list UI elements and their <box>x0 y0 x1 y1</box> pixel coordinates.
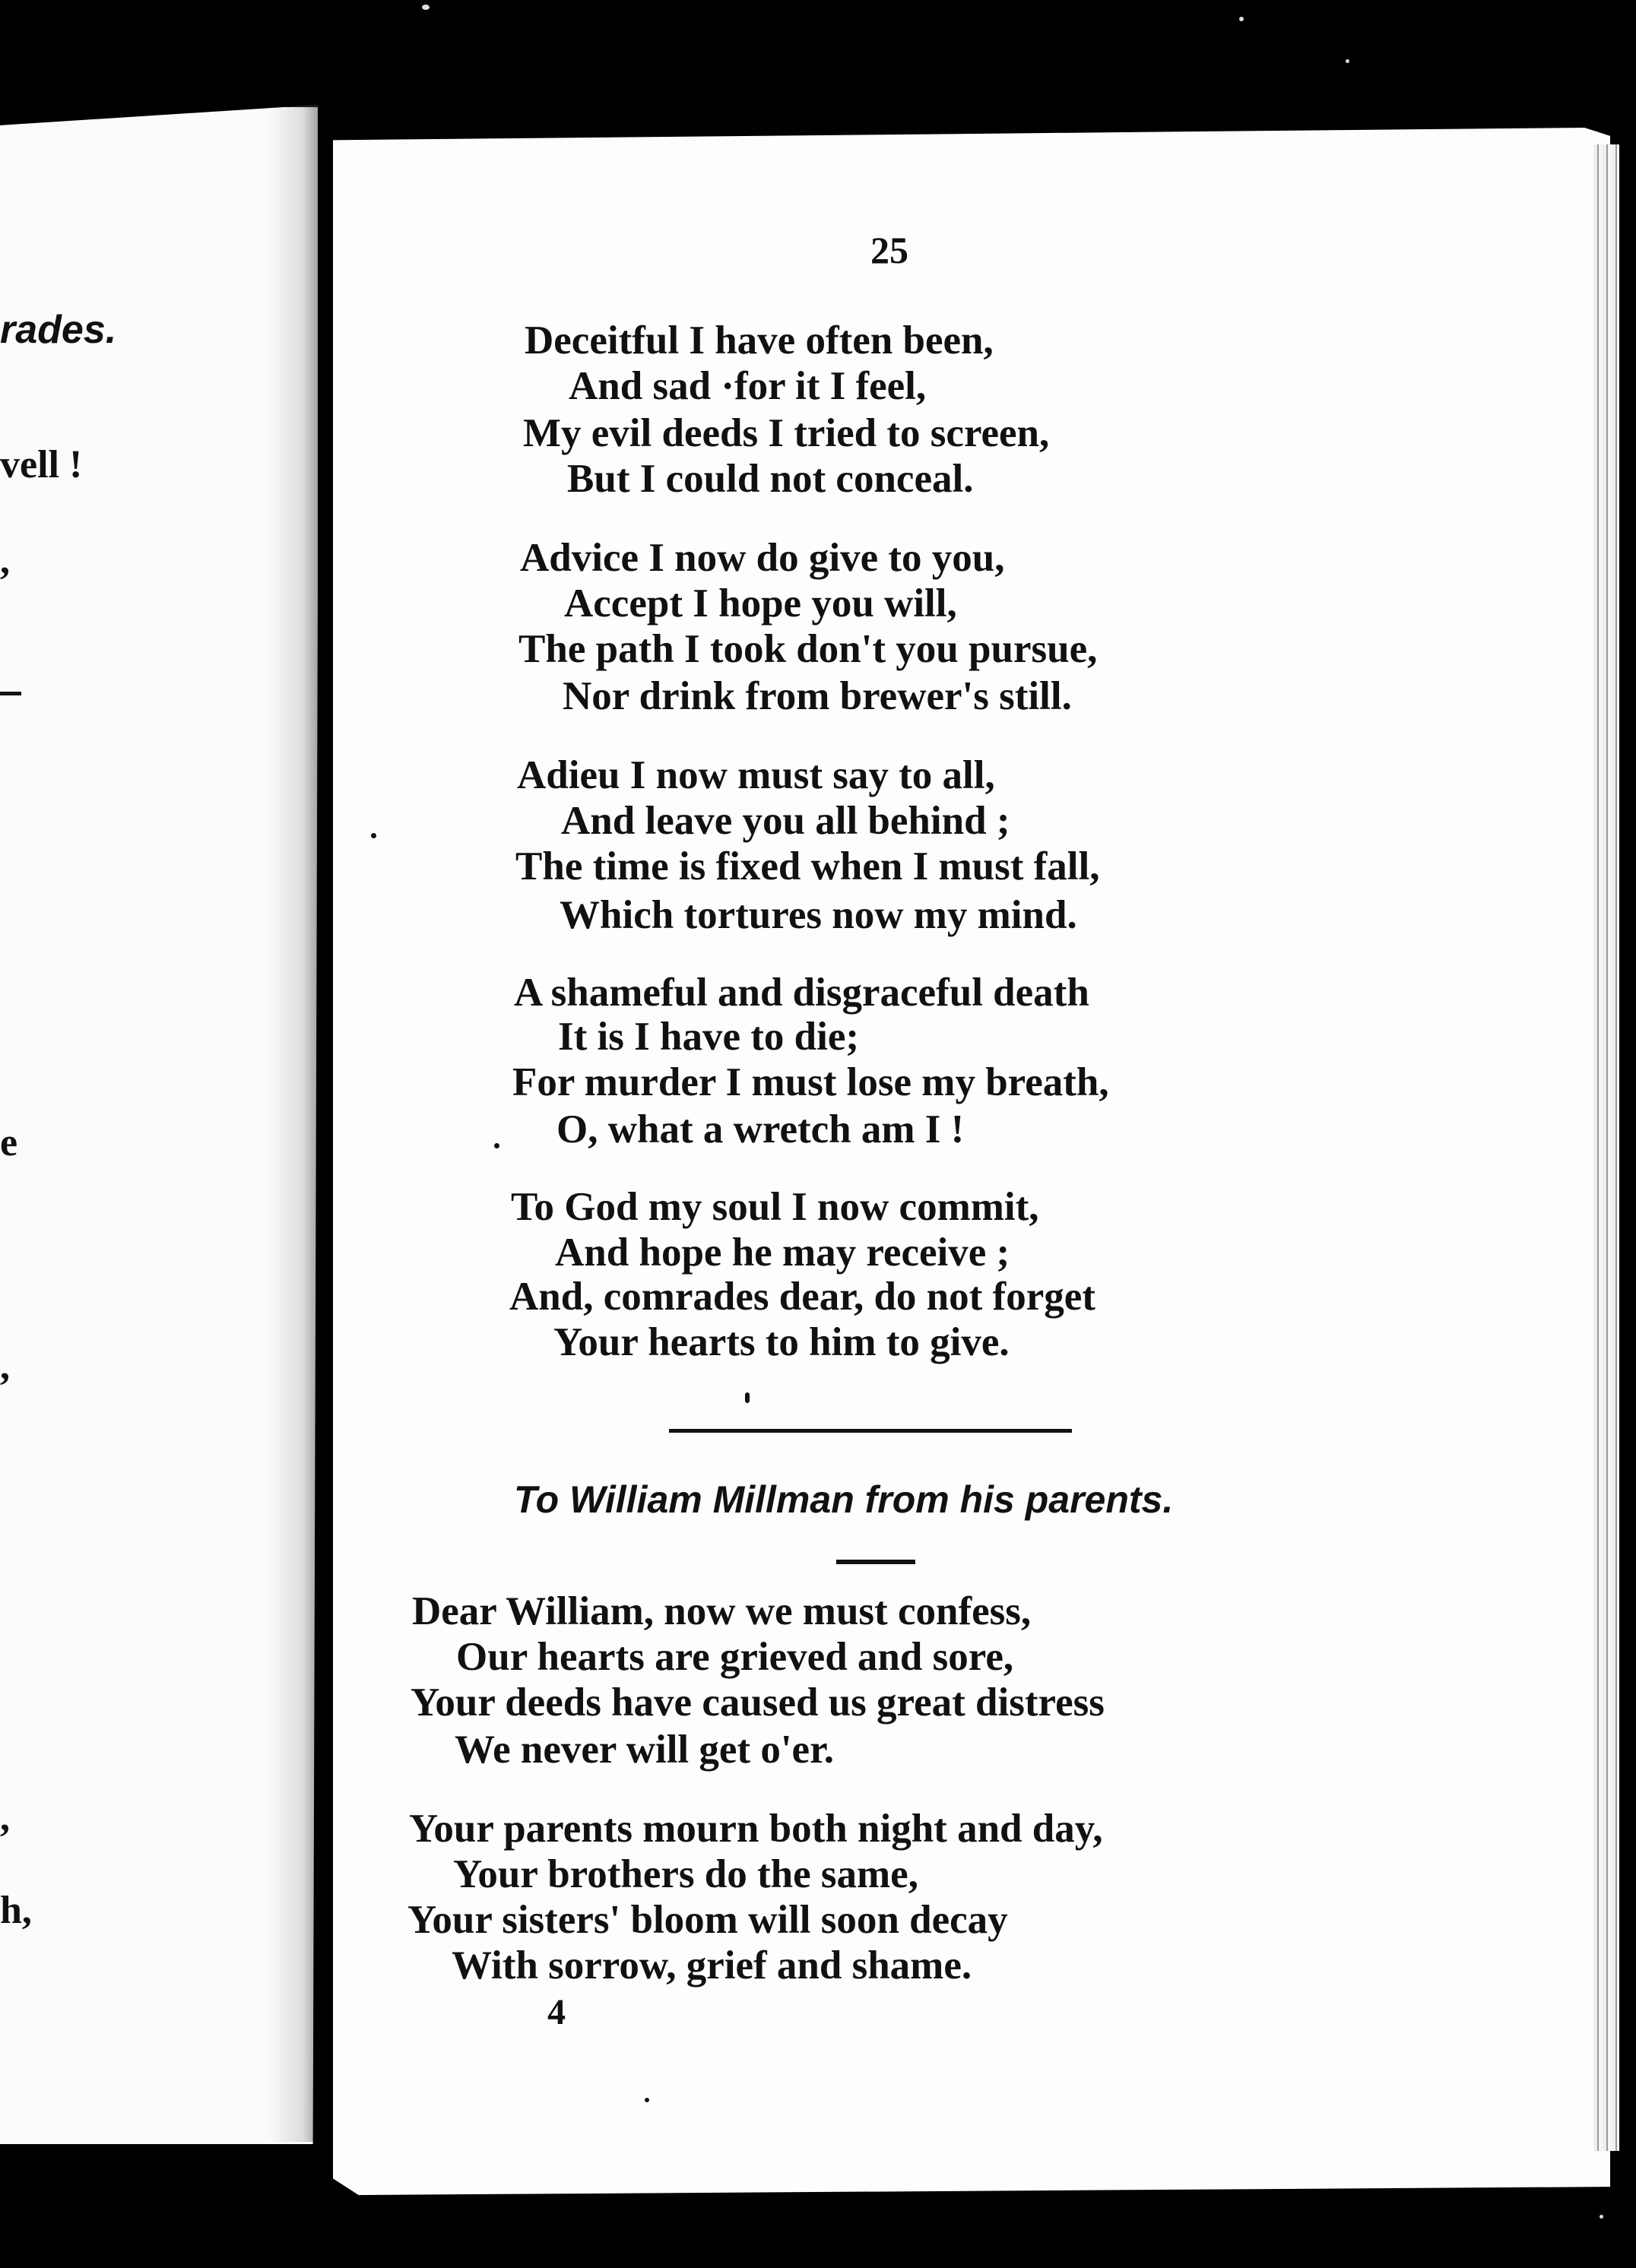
left-page-fragment: vell ! <box>0 443 83 486</box>
print-speck <box>371 833 376 838</box>
left-page-fragment: , <box>0 1345 10 1388</box>
verse-line: Your parents mourn both night and day, <box>409 1807 1103 1851</box>
scan-speck <box>1346 59 1349 63</box>
verse-line: But I could not conceal. <box>567 457 974 501</box>
verse-line: It is I have to die; <box>558 1015 860 1059</box>
verse-line: And hope he may receive ; <box>555 1231 1010 1275</box>
left-page-fragment: e <box>0 1121 18 1164</box>
verse-line: And sad ·for it I feel, <box>569 364 927 408</box>
heading-underline <box>836 1560 915 1564</box>
print-speck <box>745 1392 750 1403</box>
verse-line: A shameful and disgraceful death <box>514 971 1089 1015</box>
verse-line: Dear William, now we must confess, <box>412 1589 1032 1633</box>
left-page-fragment: rades. <box>0 308 117 352</box>
verse-line: To God my soul I now commit, <box>511 1185 1039 1229</box>
page-edges <box>1593 144 1619 2151</box>
scan-speck <box>1600 2215 1603 2219</box>
page-number: 25 <box>870 229 908 271</box>
verse-line: Your sisters' bloom will soon decay <box>407 1898 1008 1942</box>
verse-line: For murder I must lose my breath, <box>512 1060 1109 1104</box>
verse-line: Nor drink from brewer's still. <box>563 674 1072 718</box>
verse-line: Deceitful I have often been, <box>525 318 994 363</box>
scan-speck <box>422 5 430 10</box>
left-page-fragment: , <box>0 539 10 582</box>
verse-line: Your brothers do the same, <box>453 1852 918 1896</box>
verse-line: Adieu I now must say to all, <box>517 753 995 797</box>
verse-line: Advice I now do give to you, <box>520 536 1005 580</box>
left-page-fragment: , <box>0 1796 10 1839</box>
verse-line: Our hearts are grieved and sore, <box>456 1635 1014 1679</box>
section-divider <box>669 1429 1072 1433</box>
print-speck <box>645 2098 649 2102</box>
verse-line: Your deeds have caused us great distress <box>411 1680 1105 1725</box>
verse-line: And leave you all behind ; <box>561 799 1010 843</box>
signature-mark: 4 <box>547 1992 566 2032</box>
verse-line: The time is fixed when I must fall, <box>515 844 1100 889</box>
verse-line: Accept I hope you will, <box>564 581 957 626</box>
verse-line: Which tortures now my mind. <box>560 893 1077 937</box>
left-page-fragment: h, <box>0 1889 32 1932</box>
verse-line: The path I took don't you pursue, <box>518 627 1098 671</box>
left-page-shadow <box>268 105 318 2142</box>
scan-speck <box>1239 17 1244 21</box>
verse-line: O, what a wretch am I ! <box>556 1107 965 1151</box>
verse-line: We never will get o'er. <box>455 1728 834 1772</box>
verse-line: With sorrow, grief and shame. <box>452 1943 972 1988</box>
book-gutter <box>318 105 334 2142</box>
section-heading: To William Millman from his parents. <box>514 1478 1174 1521</box>
verse-line: My evil deeds I tried to screen, <box>523 411 1050 455</box>
print-speck <box>494 1143 499 1148</box>
verse-line: And, comrades dear, do not forget <box>509 1275 1095 1319</box>
verse-line: Your hearts to him to give. <box>553 1320 1010 1364</box>
left-page-dash <box>0 692 21 695</box>
